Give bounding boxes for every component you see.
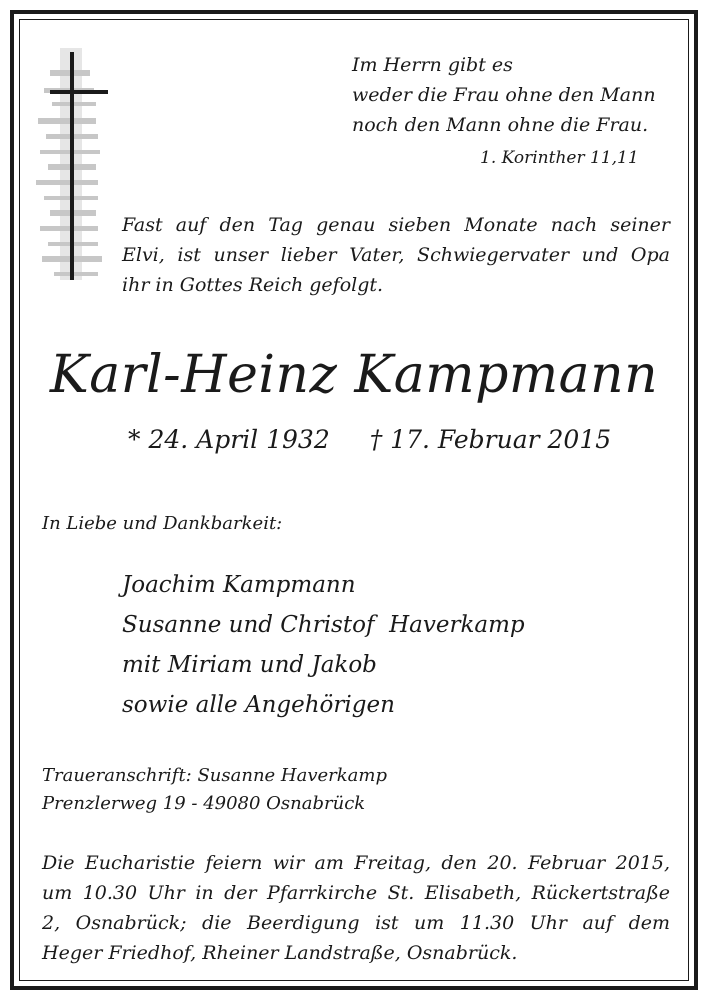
mourners-list — [122, 565, 525, 725]
mourner-line: sowie alle Angehörigen — [122, 692, 395, 718]
service-line: um 10.30 Uhr in der Pfarrkirche St. Elisabeth, Rückertstraße — [42, 882, 670, 904]
bible-verse — [352, 50, 656, 140]
birth-date: * 24. April 1932 — [128, 425, 330, 454]
mourner-line: Joachim Kampmann — [122, 572, 356, 598]
life-dates — [128, 425, 611, 454]
intro-line: ihr in Gottes Reich gefolgt. — [122, 274, 384, 296]
cross-icon — [30, 40, 120, 290]
service-line: 2, Osnabrück; die Beerdigung ist um 11.30 Uhr auf dem — [42, 912, 670, 934]
mourner-line: Susanne und Christof Haverkamp — [122, 612, 525, 638]
verse-line: weder die Frau ohne den Mann — [352, 84, 656, 106]
service-line: Heger Friedhof, Rheiner Landstraße, Osnabrück. — [42, 942, 518, 964]
service-line: Die Eucharistie feiern wir am Freitag, den 20. Februar 2015, — [42, 852, 670, 874]
cross-horizontal-beam — [50, 90, 108, 94]
address-line: Traueranschrift: Susanne Haverkamp — [42, 765, 388, 786]
verse-line: noch den Mann ohne die Frau. — [352, 114, 649, 136]
verse-line: Im Herrn gibt es — [352, 54, 513, 76]
service-details — [42, 848, 670, 968]
deceased-name: Karl-Heinz Kampmann — [49, 345, 659, 405]
mourning-address — [42, 762, 387, 818]
intro-line: Elvi, ist unser lieber Vater, Schwiegervater und Opa — [122, 244, 670, 266]
cross-shading — [36, 48, 102, 280]
mourner-line: mit Miriam und Jakob — [122, 652, 377, 678]
address-line: Prenzlerweg 19 - 49080 Osnabrück — [42, 793, 366, 814]
intro-line: Fast auf den Tag genau sieben Monate nach seiner — [122, 214, 670, 236]
verse-reference: 1. Korinther 11,11 — [480, 148, 639, 168]
cross-vertical-beam — [70, 52, 74, 280]
thanks-line: In Liebe und Dankbarkeit: — [42, 513, 283, 534]
death-date: † 17. Februar 2015 — [369, 425, 612, 454]
intro-text — [122, 210, 670, 300]
